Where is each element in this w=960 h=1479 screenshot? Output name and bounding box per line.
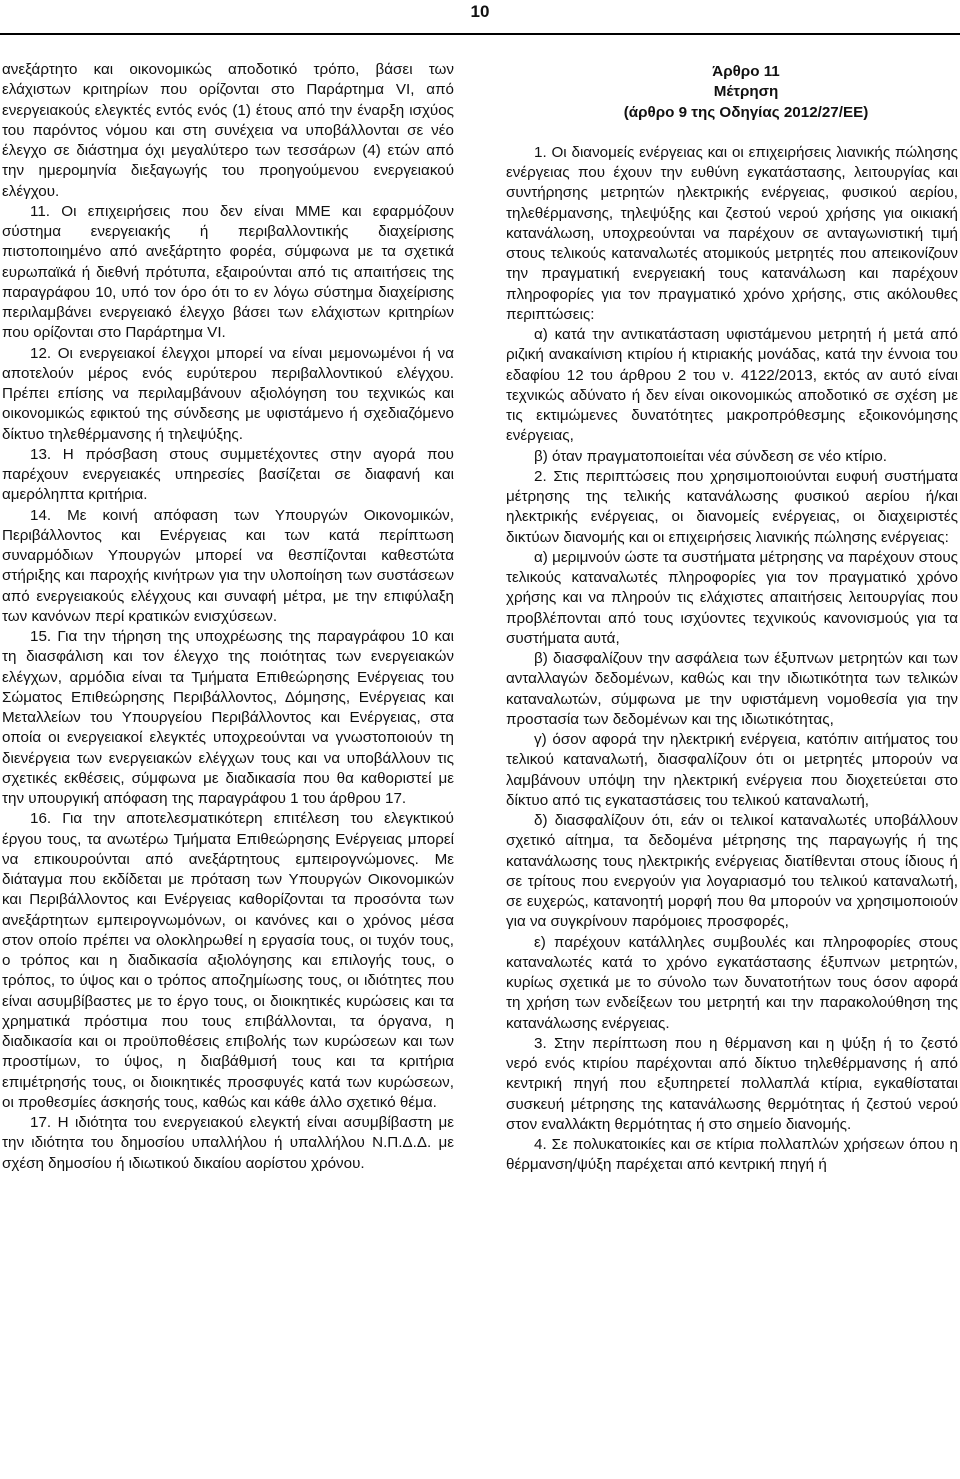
- paragraph-13: 13. Η πρόσβαση στους συμμετέχοντες στην αγορά που παρέχουν ενεργειακές υπηρεσίες βασίζεται σε διαφανή και αμερόληπτα κριτήρια.: [2, 445, 454, 504]
- paragraph-2e: ε) παρέχουν κατάλληλες συμβουλές και πληροφορίες στους καταναλωτές κατά το χρόνο εγκατάστασης έξυπνων μετρητών, κυρίως σχετικά με το σύνολο των δυνατοτήτων τους όσον αφορά τη χρήση των ενδείξεων του μετρητή και την παρακολούθηση της κατανάλωσης ενέργειας.: [506, 933, 958, 1032]
- paragraph-2d: δ) διασφαλίζουν ότι, εάν οι τελικοί καταναλωτές υποβάλλουν σχετικό αίτημα, τα δεδομένα μέτρησης της παραγωγής ή της κατανάλωσης τους ηλεκτρικής ενέργειας διατίθενται στους ίδιους ή σε τρίτους που ενεργούν για λογαριασμό του τελικού καταναλωτή, σε ευχερώς, κατανοητή μορφή που θα μπορούν να χρησιμοποιούν για να συγκρίνουν παρόμοιες προσφορές,: [506, 812, 958, 931]
- paragraph-11: 11. Οι επιχειρήσεις που δεν είναι ΜΜΕ και εφαρμόζουν σύστημα ενεργειακής ή περιβαλλοντικής διαχείρισης πιστοποιημένο από ανεξάρτητο φορέα, σύμφωνα με τα σχετικά ευρωπαϊκά ή διεθνή πρότυπα, εξαιρούνται από τις απαιτήσεις της παραγράφου 10, υπό τον όρο ότι το εν λόγω σύστημα διαχείρισης περιλαμβάνει ενεργειακό έλεγχο βάσει των ελάχιστων κριτηρίων που ορίζονται στο Παράρτημα VI.: [2, 202, 454, 342]
- paragraph-2c: γ) όσον αφορά την ηλεκτρική ενέργεια, κατόπιν αιτήματος του τελικού καταναλωτή, διασφαλίζουν ότι οι μετρητές μπορούν να λαμβάνουν υπόψη την ηλεκτρική ενέργεια που διοχετεύεται στο δίκτυο από τις εγκαταστάσεις του τελικού καταναλωτή,: [506, 731, 958, 809]
- paragraph-4: 4. Σε πολυκατοικίες και σε κτίρια πολλαπλών χρήσεων όπου η θέρμανση/ψύξη παρέχεται από κεντρική πηγή ή: [506, 1136, 958, 1174]
- article-title: Άρθρο 11: [712, 63, 780, 80]
- paragraph-1b: β) όταν πραγματοποιείται νέα σύνδεση σε νέο κτίριο.: [534, 447, 887, 465]
- article-subtitle: Μέτρηση: [713, 83, 779, 101]
- paragraph-2a: α) μεριμνούν ώστε τα συστήματα μέτρησης να παρέχουν στους τελικούς καταναλωτές πληροφορίες για τον πραγματικό χρόνο χρήσης και να πληρούν τις ελάχιστες απαιτήσεις λειτουργίας που προβλέπονται από τους ισχύοντες τεχνικούς κανονισμούς για τα συστήματα αυτά,: [506, 548, 958, 647]
- paragraph-17: 17. Η ιδιότητα του ενεργειακού ελεγκτή είναι ασυμβίβαστη με την ιδιότητα του δημοσίου υπαλλήλου ή υπαλλήλου Ν.Π.Δ.Δ. με σχέση δημοσίου ή ιδιωτικού δικαίου αορίστου χρόνου.: [2, 1114, 454, 1172]
- paragraph-1a: α) κατά την αντικατάσταση υφιστάμενου μετρητή ή μετά από ριζική ανακαίνιση κτιρίου ή κτιριακής μονάδας, κατά την έννοια του εδαφίου 12 του άρθρου 2 του ν. 4122/2013, εκτός αν αυτό είναι τεχνικώς αδύνατο ή δεν είναι οικονομικώς αποδοτικό σε σχέση με τις εκτιμώμενες δυνατότητες μακροπρόθεσμης εξοικονόμησης ενέργειας,: [506, 326, 958, 445]
- paragraph-12: 12. Οι ενεργειακοί έλεγχοι μπορεί να είναι μεμονωμένοι ή να αποτελούν μέρος ενός ευρύτερου περιβαλλοντικού ελέγχου. Πρέπει επίσης να περιλαμβάνουν αξιολόγηση του τεχνικώς και οικονομικώς εφικτού της σύνδεσης με υφιστάμενο ή σχεδιαζόμενο δίκτυο τηλεθέρμανσης ή τηλεψύξης.: [2, 344, 454, 443]
- right-column: [506, 62, 958, 1176]
- paragraph-15: 15. Για την τήρηση της υποχρέωσης της παραγράφου 10 και τη διασφάλιση και τον έλεγχο της ποιότητας των ενεργειακών ελέγχων, αρμόδια είναι τα Τμήματα Επιθεώρησης Ενέργειας του Σώματος Επιθεώρησης Περιβάλλοντος, Δόμησης, Ενέργειας και Μεταλλείων του Υπουργείου Περιβάλλοντος και Ενέργειας, στα οποία οι ενεργειακοί ελεγκτές υποχρεούνται να γνωστοποιούν τη διενέργεια των ενεργειακών ελέγχων τους και να υποβάλλουν τις σχετικές εκθέσεις, σύμφωνα με διαδικασία που θα καθοριστεί με την υπουργική απόφαση της παραγράφου 1 του άρθρου 17.: [2, 628, 454, 807]
- paragraph-2: 2. Στις περιπτώσεις που χρησιμοποιούνται ευφυή συστήματα μέτρησης της τελικής κατανάλωσης φυσικού αερίου ή/και ηλεκτρικής ενέργειας, οι διανομείς ενέργειας, οι διαχειριστές δικτύων διανομής και οι επιχειρήσεις λιανικής πώλησης ενέργειας:: [506, 467, 958, 546]
- paragraph-16: 16. Για την αποτελεσματικότερη επιτέλεση του ελεγκτικού έργου τους, τα ανωτέρω Τμήματα Επιθεώρησης Ενέργειας μπορεί να επικουρούνται από ανεξάρτητους εμπειρογνώμονες. Με διάταγμα που εκδίδεται με πρόταση των Υπουργών Οικονομικών και Περιβάλλοντος και Ενέργειας καθορίζονται τα προσόντα των ανεξάρτητων εμπειρογνωμόνων, οι κανόνες και ο χρόνος μέσα στον οποίο πρέπει να ολοκληρωθεί η εργασία τους, οι τυχόν τους, ο τρόπος και η διαδικασία αξιολόγησης και επιλογής τους, ο τρόπος, το ύψος και ο τρόπος αποζημίωσης τους, οι ιδιότητες που είναι ασυμβίβαστες με το έργο τους, οι διοικητικές κυρώσεις και τα χρηματικά πρόστιμα που τους επιβάλλονται, τα όργανα, η διαδικασία και οι προϋποθέσεις επιβολής των κυρώσεων και των προστίμων, το ύψος, η διαβάθμισή τους και τα κριτήρια επιμέτρησής τους, οι διοικητικές προσφυγές κατά των κυρώσεων, οι προθεσμίες άσκησής τους, καθώς και κάθε άλλο σχετικό θέμα.: [2, 810, 454, 1111]
- paragraph-1: 1. Οι διανομείς ενέργειας και οι επιχειρήσεις λιανικής πώλησης ενέργειας που έχουν την ευθύνη εγκατάστασης, λειτουργίας και συντήρησης μετρητών ηλεκτρικής ενέργειας, φυσικού αερίου, τηλεθέρμανσης, τηλεψύξης και ζεστού νερού χρήσης για οικιακή κατανάλωση, υποχρεούνται να παρέχουν σε ανταγωνιστική τιμή στους τελικούς καταναλωτές ατομικούς μετρητές που απεικονίζουν την πραγματική ενεργειακή τους κατανάλωση και παρέχουν πληροφορίες για τον πραγματικό χρόνο χρήσης, στις ακόλουθες περιπτώσεις:: [506, 143, 958, 323]
- paragraph-14: 14. Με κοινή απόφαση των Υπουργών Οικονομικών, Περιβάλλοντος και Ενέργειας και των κατά περίπτωση συναρμόδιων Υπουργών μπορεί να θεσπίζονται καθεστώτα στήριξης και παροχής κινήτρων για την υλοποίηση των συστάσεων από ενεργειακούς ελέγχους και συναφή μέτρα, με την επιφύλαξη των κανόνων περί κρατικών ενισχύσεων.: [2, 506, 454, 625]
- paragraph-continuation: ανεξάρτητο και οικονομικώς αποδοτικό τρόπο, βάσει των ελάχιστων κριτηρίων που ορίζονται στο Παράρτημα VI, από ενεργειακούς ελεγκτές εντός ενός (1) έτους από την έναρξη ισχύος του παρόντος νόμου και στη συνέχεια να υποβάλλονται σε νέο έλεγχο σε διάστημα όχι μεγαλύτερο των τεσσάρων (4) ετών από την ημερομηνία διεξαγωγής του προηγούμενου ενεργειακού ελέγχου.: [2, 61, 454, 200]
- paragraph-3: 3. Στην περίπτωση που η θέρμανση και η ψύξη ή το ζεστό νερό ενός κτιρίου παρέχονται από δίκτυο τηλεθέρμανσης ή από κεντρική πηγή που εξυπηρετεί πολλαπλά κτίρια, εγκαθίσταται συσκευή μέτρησης της κατανάλωσης θερμότητας ή ζεστού νερού στον εναλλάκτη θερμότητας ή στο σημείο διανομής.: [506, 1034, 958, 1133]
- article-reference: (άρθρο 9 της Οδηγίας 2012/27/ΕΕ): [623, 103, 869, 121]
- header-rule: [0, 33, 960, 35]
- left-column: [2, 60, 454, 1174]
- page-number: 10: [470, 2, 490, 21]
- paragraph-2b: β) διασφαλίζουν την ασφάλεια των έξυπνων μετρητών και των ανταλλαγών δεδομένων, καθώς και την ιδιωτικότητα των τελικών καταναλωτών, σύμφωνα με την υφιστάμενη νομοθεσία για την προστασία των δεδομένων και της ιδιωτικότητας,: [506, 650, 958, 728]
